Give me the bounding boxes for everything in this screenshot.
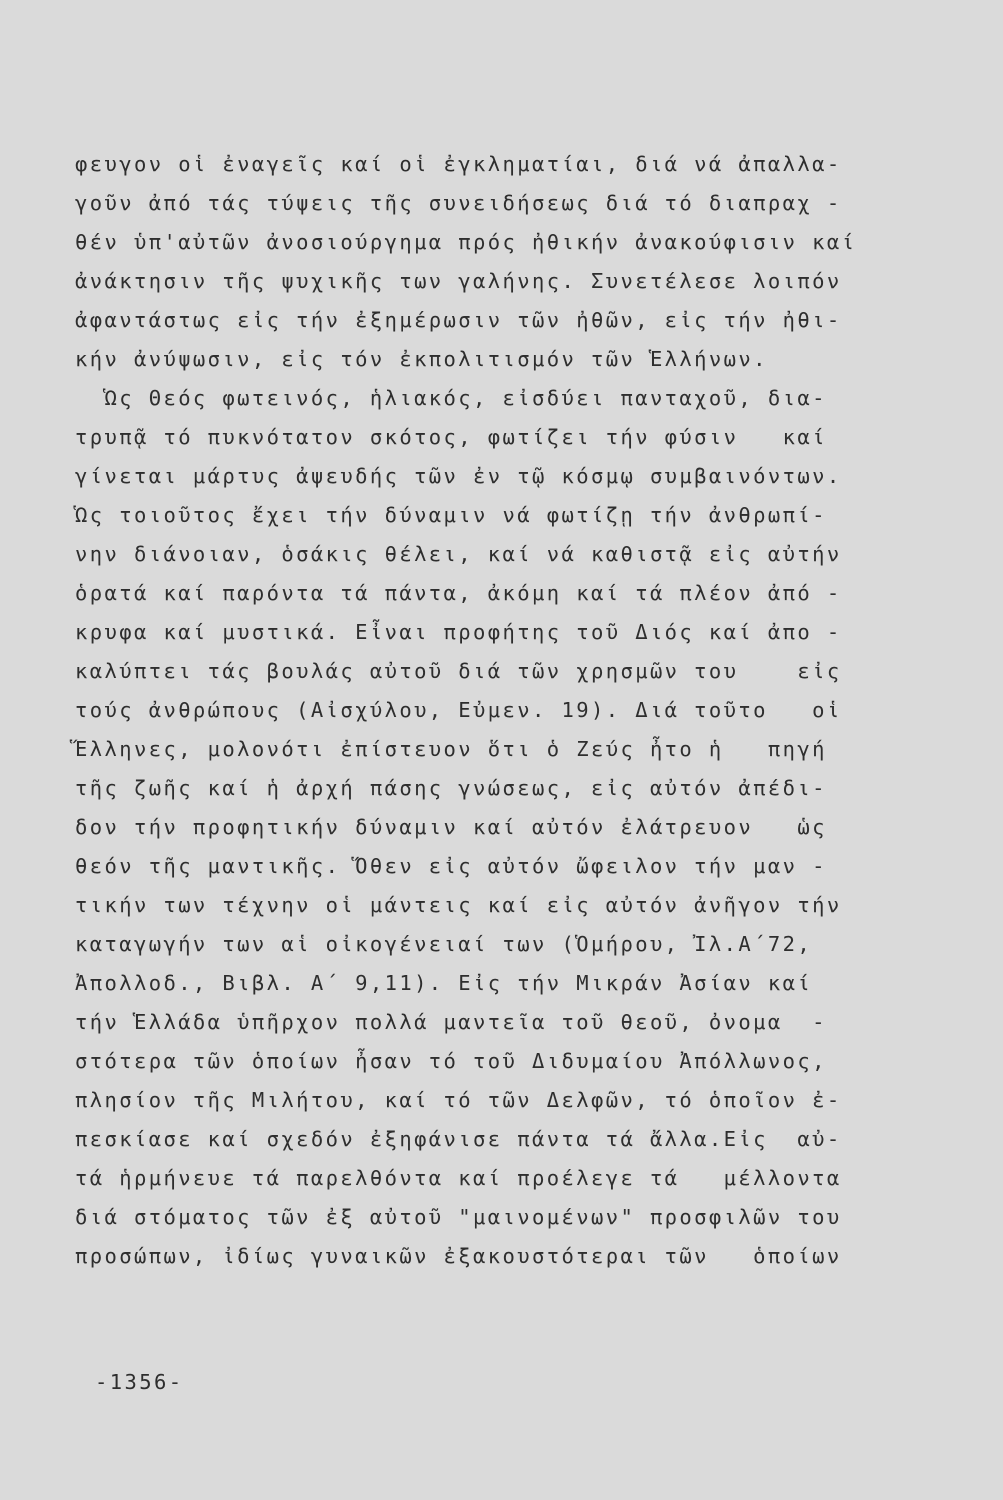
text-line: ἀφαντάστως εἰς τήν ἐξημέρωσιν τῶν ἠθῶν, εἰς τήν ἠθι-	[75, 308, 842, 332]
text-line: τῆς ζωῆς καί ἡ ἀρχή πάσης γνώσεως, εἰς αὐτόν ἀπέδι-	[75, 776, 827, 800]
text-line: στότερα τῶν ὁποίων ἦσαν τό τοῦ Διδυμαίου Ἀπόλλωνος,	[75, 1049, 827, 1073]
text-line: προσώπων, ἰδίως γυναικῶν ἐξακουστότεραι τῶν ὁποίων	[75, 1244, 842, 1268]
text-line: γοῦν ἀπό τάς τύψεις τῆς συνειδήσεως διά τό διαπραχ -	[75, 191, 842, 215]
text-line: θέν ὑπ'αὐτῶν ἀνοσιούργημα πρός ἠθικήν ἀνακούφισιν καί	[75, 230, 857, 254]
text-line: φευγον οἱ ἐναγεῖς καί οἱ ἐγκληματίαι, διά νά ἀπαλλα-	[75, 152, 842, 176]
text-line: καταγωγήν των αἱ οἰκογένειαί των (Ὁμήρου, Ἰλ.Α΄72,	[75, 932, 813, 956]
text-line: κήν ἀνύψωσιν, εἰς τόν ἐκπολιτισμόν τῶν Ἑλλήνων.	[75, 347, 768, 371]
text-line: ὁρατά καί παρόντα τά πάντα, ἀκόμη καί τά πλέον ἀπό -	[75, 581, 842, 605]
text-line: τήν Ἑλλάδα ὑπῆρχον πολλά μαντεῖα τοῦ θεοῦ, ὀνομα -	[75, 1010, 827, 1034]
text-line: ἀνάκτησιν τῆς ψυχικῆς των γαλήνης. Συνετέλεσε λοιπόν	[75, 269, 842, 293]
text-line: Ἀπολλοδ., Βιβλ. Α΄ 9,11). Εἰς τήν Μικράν Ἀσίαν καί	[75, 971, 813, 995]
text-line: τικήν των τέχνην οἱ μάντεις καί εἰς αὐτόν ἀνῆγον τήν	[75, 893, 842, 917]
text-line: κρυφα καί μυστικά. Εἶναι προφήτης τοῦ Διός καί ἀπο -	[75, 620, 842, 644]
text-line: Ἕλληνες, μολονότι ἐπίστευον ὅτι ὁ Ζεύς ἦτο ἡ πηγή	[75, 737, 827, 761]
text-line: Ὡς Θεός φωτεινός, ἡλιακός, εἰσδύει πανταχοῦ, δια-	[75, 386, 827, 410]
text-line: πεσκίασε καί σχεδόν ἐξηφάνισε πάντα τά ἄλλα.Εἰς αὐ-	[75, 1127, 842, 1151]
text-line: νην διάνοιαν, ὁσάκις θέλει, καί νά καθιστᾷ εἰς αὐτήν	[75, 542, 842, 566]
text-line: διά στόματος τῶν ἐξ αὐτοῦ "μαινομένων" προσφιλῶν του	[75, 1205, 842, 1229]
text-line: δον τήν προφητικήν δύναμιν καί αὐτόν ἐλάτρευον ὡς	[75, 815, 827, 839]
page-number: -1356-	[95, 1370, 184, 1394]
body-text	[75, 145, 960, 1276]
text-line: τούς ἀνθρώπους (Αἰσχύλου, Εὐμεν. 19). Διά τοῦτο οἱ	[75, 698, 842, 722]
text-line: τά ἡρμήνευε τά παρελθόντα καί προέλεγε τά μέλλοντα	[75, 1166, 842, 1190]
text-line: Ὡς τοιοῦτος ἔχει τήν δύναμιν νά φωτίζῃ τήν ἀνθρωπί-	[75, 503, 827, 527]
text-line: καλύπτει τάς βουλάς αὐτοῦ διά τῶν χρησμῶν του εἰς	[75, 659, 842, 683]
text-line: γίνεται μάρτυς ἀψευδής τῶν ἐν τῷ κόσμῳ συμβαινόντων.	[75, 464, 842, 488]
text-line: τρυπᾷ τό πυκνότατον σκότος, φωτίζει τήν φύσιν καί	[75, 425, 827, 449]
text-line: πλησίον τῆς Μιλήτου, καί τό τῶν Δελφῶν, τό ὁποῖον ἐ-	[75, 1088, 842, 1112]
text-line: θεόν τῆς μαντικῆς. Ὅθεν εἰς αὐτόν ὤφειλον τήν μαν -	[75, 854, 827, 878]
